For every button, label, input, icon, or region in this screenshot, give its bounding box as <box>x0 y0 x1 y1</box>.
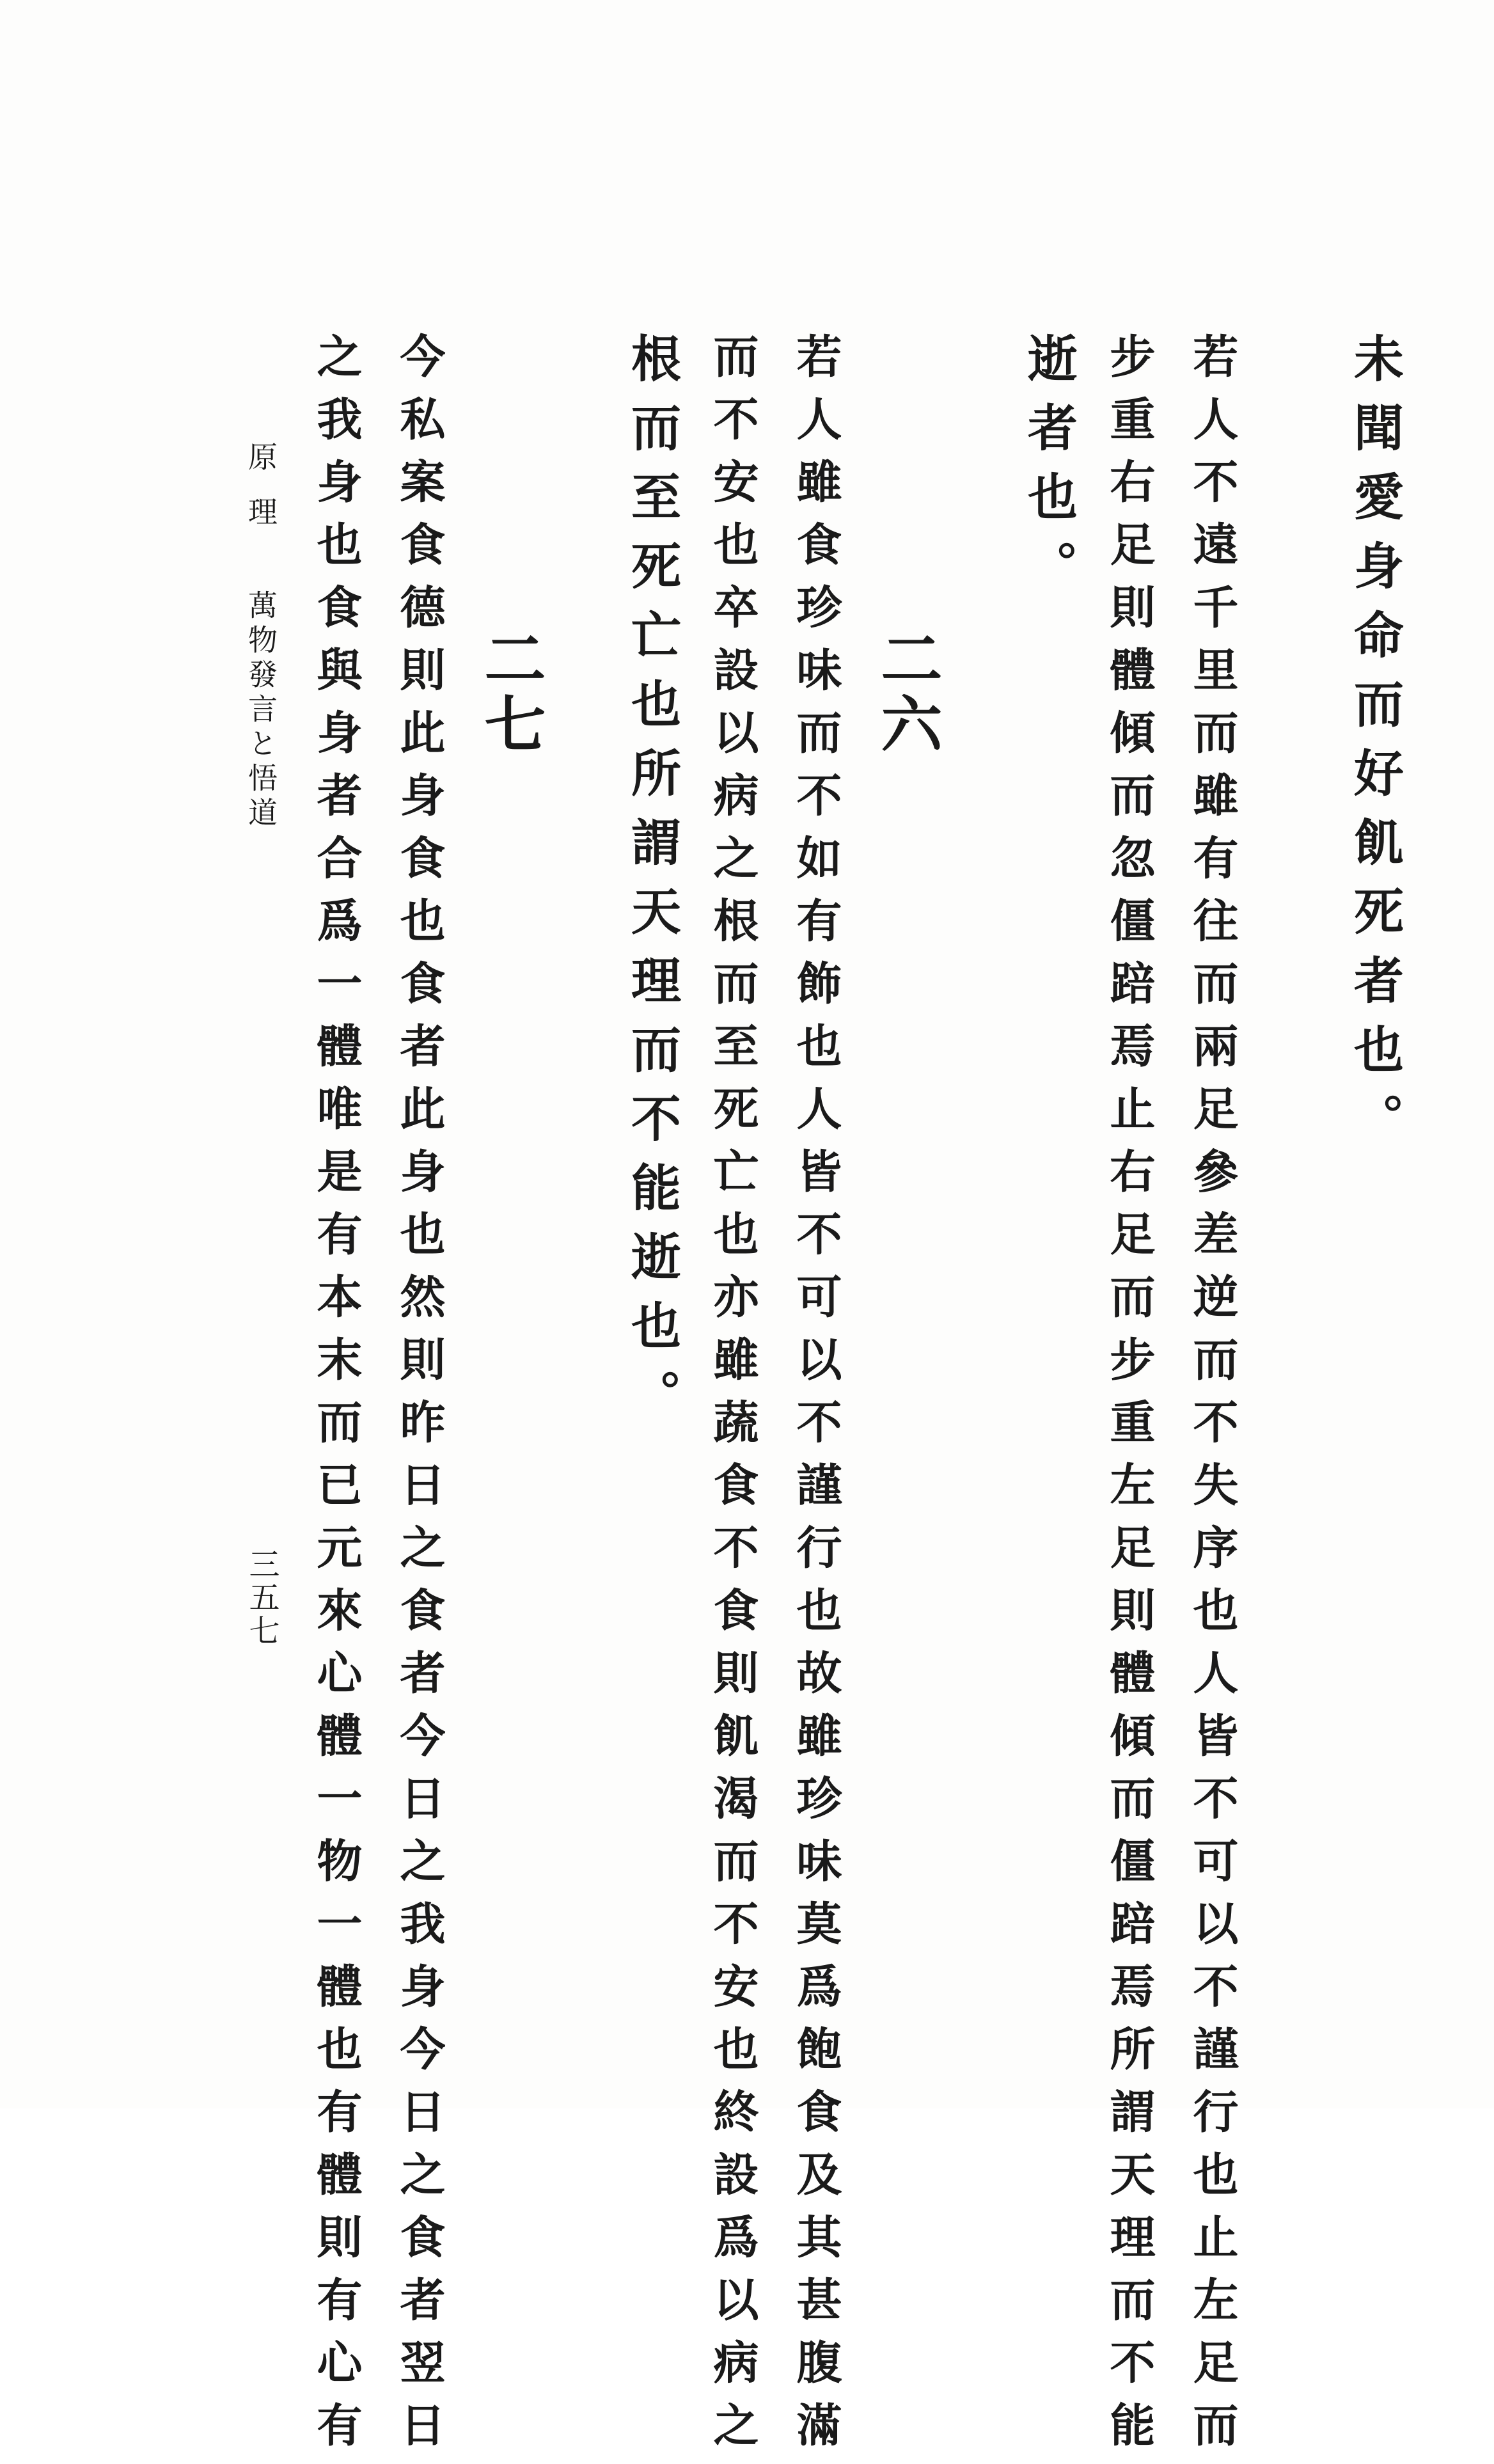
text-column: 之我身也食與身者合爲一體唯是有本末而已元來心體一物一體也有體則有心有 <box>310 333 363 2464</box>
text-column: 未聞愛身命而好飢死者也。 <box>1346 333 1404 1162</box>
text-column: 今私案食德則此身食也食者此身也然則昨日之食者今日之我身今日之食者翌日 <box>393 333 446 2464</box>
page-number: 三五七 <box>244 1548 279 1648</box>
text-column: 而不安也卒設以病之根而至死亡也亦雖蔬食不食則飢渴而不安也終設爲以病之 <box>706 333 760 2464</box>
section-number: 二六 <box>871 627 943 757</box>
text-column: 若人雖食珍味而不如有飾也人皆不可以不謹行也故雖珍味莫爲飽食及其甚腹滿 <box>789 333 843 2464</box>
text-column: 步重右足則體傾而忽僵踣焉止右足而步重左足則體傾而僵踣焉所謂天理而不能 <box>1103 333 1156 2464</box>
running-head-section: 原理 <box>244 441 278 551</box>
text-column: 根而至死亡也所謂天理而不能逝也。 <box>623 333 681 1438</box>
running-head-title: 萬物發言と悟道 <box>244 590 278 832</box>
text-column: 若人不遠千里而雖有往而兩足參差逆而不失序也人皆不可以不謹行也止左足而 <box>1186 333 1239 2464</box>
text-column: 逝者也。 <box>1019 333 1078 609</box>
section-number: 二七 <box>475 627 547 757</box>
running-head <box>246 441 276 832</box>
